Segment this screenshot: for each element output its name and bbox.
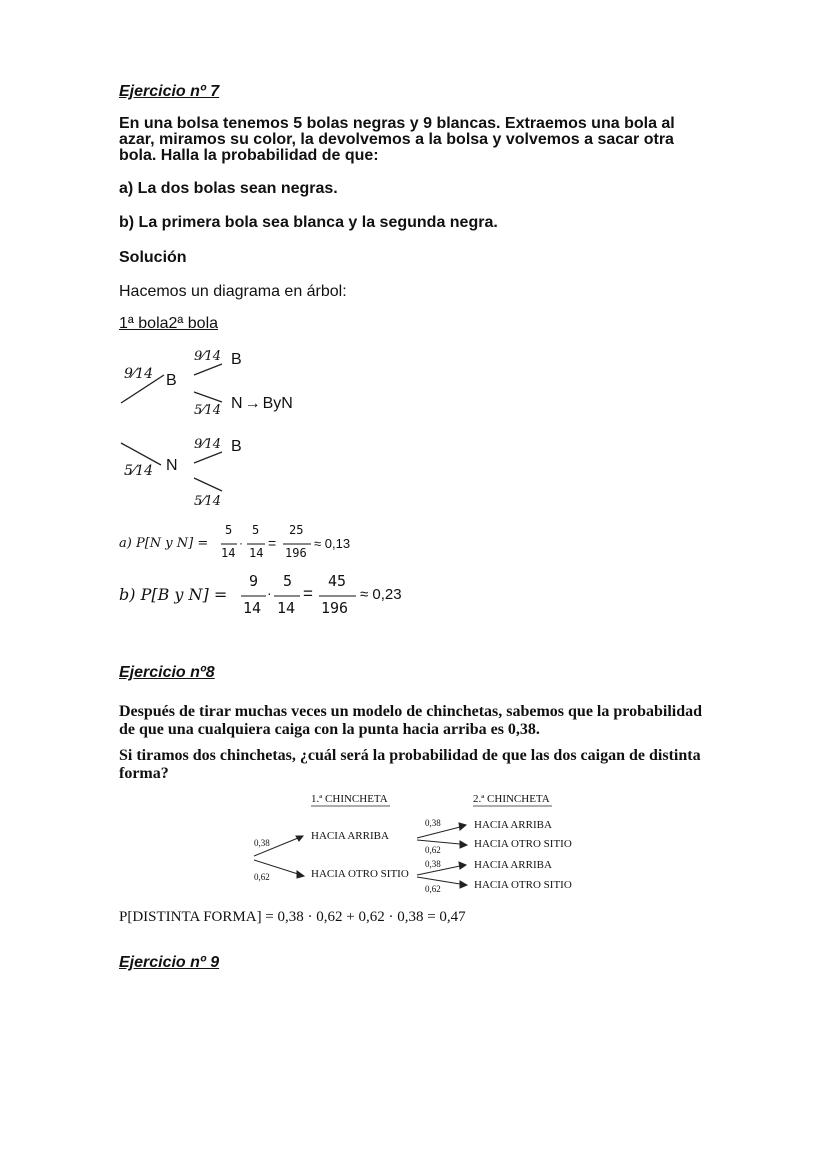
branch-N-N (194, 478, 222, 491)
p2-line-1: Si tiramos dos chinchetas, ¿cuál será la probabilidad de que las dos caigan de distinta (119, 747, 701, 764)
exercise-8-paragraph-2 (119, 747, 701, 783)
statement-line-2: azar, miramos su color, la devolvemos a la bolsa y volvemos a sacar otra (119, 131, 674, 148)
distinct-form-result: P[DISTINTA FORMA] = 0,38 · 0,62 + 0,62 · 0,38 = 0,47 (119, 909, 466, 925)
tree-header: 1ª bola2ª bola (119, 315, 219, 332)
calc-b-eq: = (303, 584, 313, 603)
statement-line-3: bola. Halla la probabilidad de que: (119, 147, 379, 164)
prob-B: 9⁄14 (124, 366, 154, 382)
arrowhead-icon (297, 871, 304, 878)
solution-label: Solución (119, 249, 187, 266)
tree-intro: Hacemos un diagrama en árbol: (119, 283, 347, 300)
branch-N (121, 443, 161, 465)
arrow-icon: → (244, 395, 261, 412)
prob-N: 5⁄14 (124, 463, 154, 479)
prob-B-N: 5⁄14 (194, 403, 221, 418)
calc-a-approx: ≈ 0,13 (314, 536, 351, 551)
part-a: a) La dos bolas sean negras. (119, 180, 338, 197)
calc-a-dot: · (239, 536, 243, 550)
exercise-9-title: Ejercicio nº 9 (119, 954, 220, 971)
calc-a-label: a) (119, 536, 132, 551)
calc-a-n3: 25 (289, 523, 304, 537)
calc-b-dot: · (267, 585, 272, 601)
prob-up: 0,38 (254, 838, 270, 848)
node-other-up: HACIA ARRIBA (474, 859, 552, 871)
exercise-8-title: Ejercicio nº8 (119, 664, 215, 681)
ch-branch-other-other (417, 877, 460, 884)
p1-line-1: Después de tirar muchas veces un modelo de chinchetas, sabemos que la probabilidad (119, 703, 703, 720)
node-up-up: HACIA ARRIBA (474, 819, 552, 831)
calc-a-n2: 5 (252, 523, 260, 537)
calc-a-d2: 14 (249, 546, 264, 560)
arrowhead-icon (460, 841, 467, 848)
exercise-8-paragraph-1 (119, 703, 702, 739)
statement-line-1: En una bolsa tenemos 5 bolas negras y 9 blancas. Extraemos una bola al (119, 115, 675, 132)
calc-a-d3: 196 (285, 546, 307, 560)
branch-B-B (194, 364, 222, 375)
node-B-N: N (231, 395, 243, 412)
calc-b-n2: 5 (283, 572, 293, 590)
prob-N-N: 5⁄14 (194, 494, 221, 509)
calc-b-n3: 45 (328, 572, 347, 590)
ch-branch-up-other (417, 840, 460, 844)
node-B: B (166, 372, 177, 389)
ch-branch-up-up (417, 827, 460, 838)
node-B-B: B (231, 351, 242, 368)
header-second-tack: 2.ª CHINCHETA (473, 793, 550, 805)
arrowhead-icon (459, 862, 466, 869)
prob-other: 0,62 (254, 872, 270, 882)
calc-b-d1: 14 (243, 599, 262, 617)
result-ByN: ByN (262, 395, 293, 412)
calc-a-n1: 5 (225, 523, 233, 537)
calc-b-approx: ≈ 0,23 (360, 586, 402, 603)
part-b: b) La primera bola sea blanca y la segunda negra. (119, 214, 498, 231)
calc-a-eq: = (268, 535, 277, 551)
node-up-other: HACIA OTRO SITIO (474, 838, 572, 850)
header-first-tack: 1.ª CHINCHETA (311, 793, 388, 805)
p1-line-2: de que una cualquiera caiga con la punta hacia arriba es 0,38. (119, 721, 540, 738)
branch-N-B (194, 452, 222, 463)
prob-B-B: 9⁄14 (194, 349, 221, 364)
node-N-B: B (231, 438, 242, 455)
calc-b-label: b) (119, 585, 136, 604)
node-other: HACIA OTRO SITIO (311, 868, 409, 880)
node-N: N (166, 457, 178, 474)
node-B-N-row (231, 395, 293, 413)
arrowhead-icon (459, 823, 466, 830)
arrowhead-icon (460, 881, 467, 888)
branch-B-N (194, 392, 222, 402)
prob-up-up: 0,38 (425, 818, 441, 828)
prob-N-B: 9⁄14 (194, 437, 221, 452)
node-up: HACIA ARRIBA (311, 830, 389, 842)
calc-b-n1: 9 (249, 572, 259, 590)
p2-line-2: forma? (119, 765, 169, 782)
prob-other-other: 0,62 (425, 884, 441, 894)
calc-a-d1: 14 (221, 546, 236, 560)
calc-a-expr: P[N y N] = (135, 536, 209, 551)
calc-b-expr: P[B y N] = (140, 585, 228, 604)
prob-other-up: 0,38 (425, 859, 441, 869)
calc-b-d3: 196 (321, 599, 349, 617)
exercise-7-title: Ejercicio nº 7 (119, 83, 220, 100)
prob-up-other: 0,62 (425, 845, 441, 855)
arrowhead-icon (296, 836, 303, 841)
calc-b-d2: 14 (277, 599, 296, 617)
node-other-other: HACIA OTRO SITIO (474, 879, 572, 891)
